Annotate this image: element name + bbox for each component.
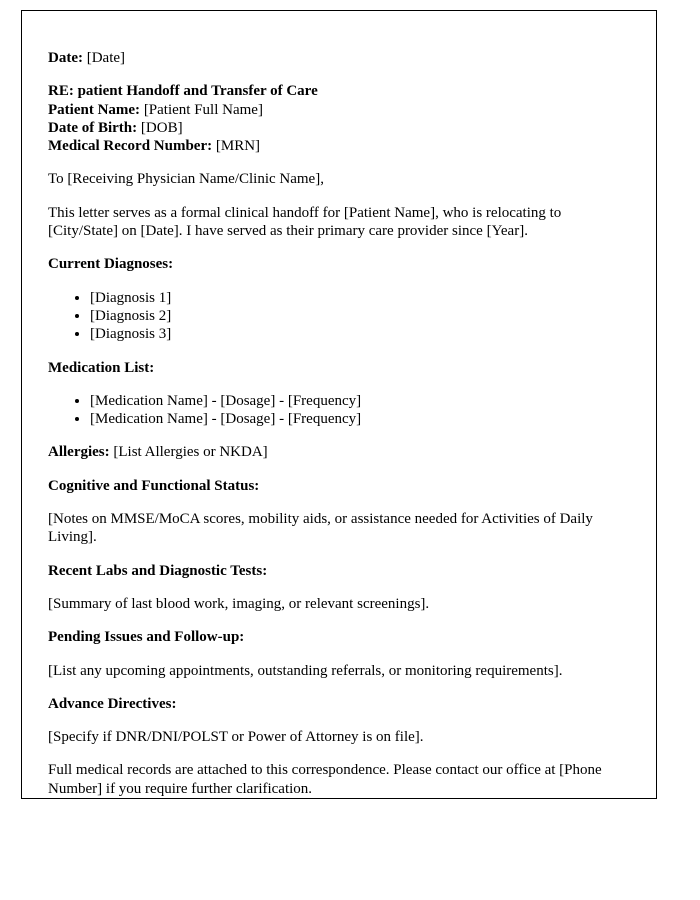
labs-body: [Summary of last blood work, imaging, or relevant screenings]. — [48, 595, 430, 612]
intro-paragraph: This letter serves as a formal clinical handoff for [Patient Name], who is relocating to [City/State] on [Date]. I have served as their primary care provider since [Year]. — [48, 204, 562, 240]
directives-body: [Specify if DNR/DNI/POLST or Power of Attorney is on file]. — [48, 729, 424, 746]
patient-name-label: Patient Name: — [48, 101, 141, 118]
labs-heading: Recent Labs and Diagnostic Tests: — [48, 562, 268, 579]
list-item: • [Medication Name] - [Dosage] - [Frequency] — [90, 410, 630, 428]
patient-header-block — [48, 82, 630, 155]
date-label: Date: — [48, 50, 83, 66]
date-value: [Date] — [86, 50, 126, 66]
cognitive-heading: Cognitive and Functional Status: — [48, 477, 260, 494]
allergies-line — [48, 443, 630, 461]
patient-name-value: [Patient Full Name] — [143, 101, 263, 118]
dob-value: [DOB] — [140, 119, 183, 136]
salutation-line: To [Receiving Physician Name/Clinic Name], — [48, 171, 324, 188]
cognitive-body: [Notes on MMSE/MoCA scores, mobility aids, or assistance needed for Activities of Daily Living]. — [48, 511, 593, 546]
directives-heading: Advance Directives: — [48, 695, 177, 712]
list-item: • [Diagnosis 3] — [90, 325, 630, 343]
pending-heading: Pending Issues and Follow-up: — [48, 629, 245, 646]
diagnoses-list — [48, 289, 630, 344]
mrn-value: [MRN] — [215, 138, 261, 155]
medications-list — [48, 392, 630, 429]
list-item: • [Diagnosis 2] — [90, 307, 630, 325]
medications-heading: Medication List: — [48, 359, 155, 376]
allergies-value: [List Allergies or NKDA] — [113, 444, 268, 461]
re-line: RE: patient Handoff and Transfer of Care — [48, 83, 318, 100]
closing-paragraph: Full medical records are attached to this correspondence. Please contact our office at [Phone Number] if you require further clarification. — [48, 762, 602, 797]
date-line — [48, 49, 630, 67]
list-item: • [Medication Name] - [Dosage] - [Frequency] — [90, 392, 630, 410]
diagnoses-heading: Current Diagnoses: — [48, 256, 174, 273]
mrn-label: Medical Record Number: — [48, 138, 213, 155]
document-page — [21, 10, 657, 799]
allergies-label: Allergies: — [48, 444, 110, 461]
dob-label: Date of Birth: — [48, 119, 138, 136]
pending-body: [List any upcoming appointments, outstanding referrals, or monitoring requirements]. — [48, 662, 563, 679]
list-item: • [Diagnosis 1] — [90, 289, 630, 307]
